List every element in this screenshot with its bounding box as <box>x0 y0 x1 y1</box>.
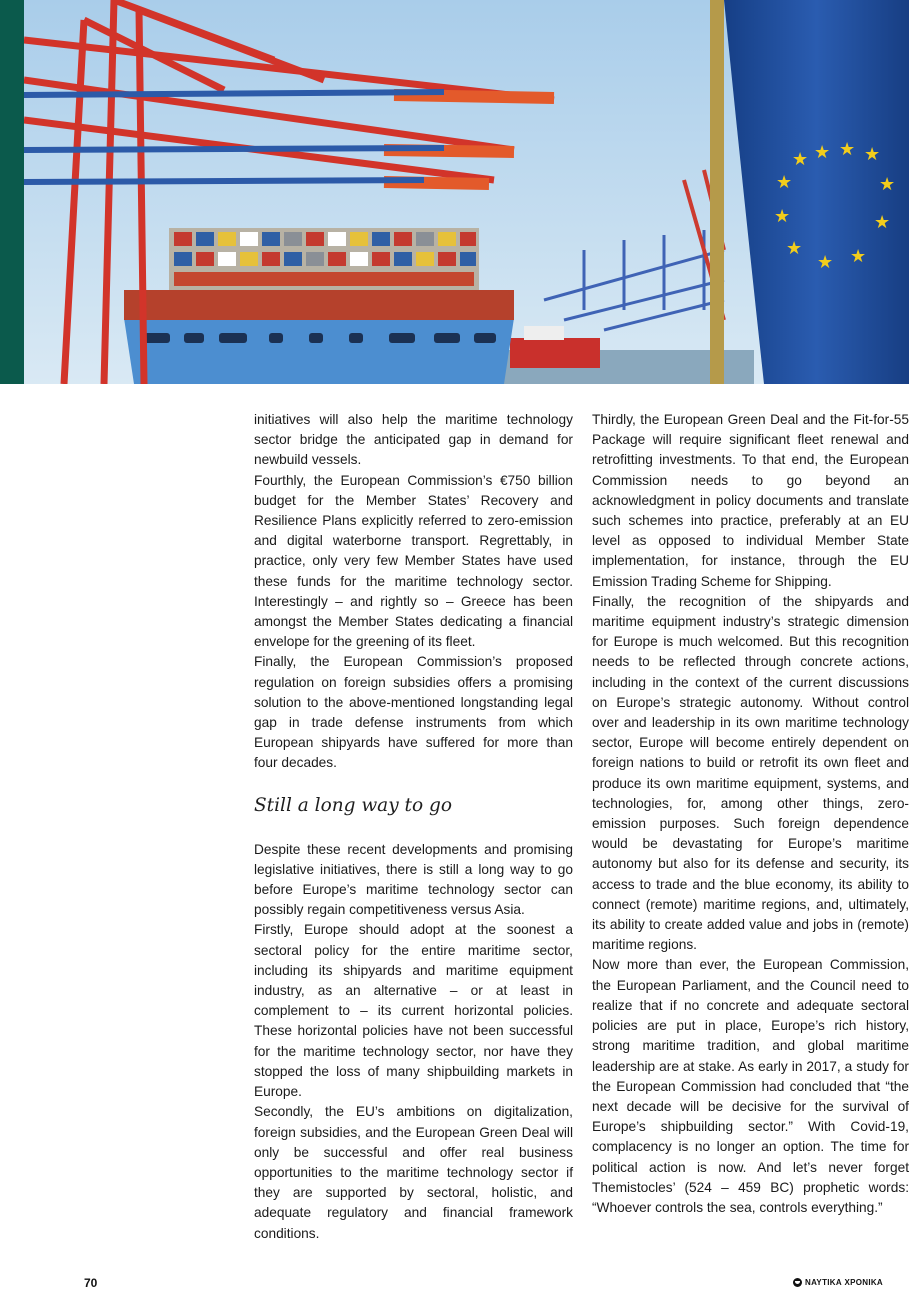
brand-name: ΝΑΥΤΙΚΑ ΧΡΟΝΙΚΑ <box>805 1278 883 1287</box>
containers <box>169 228 479 290</box>
svg-text:★: ★ <box>850 246 867 267</box>
paragraph: Despite these recent developments and promising legislative initiatives, there is still a long way to go before Europe’s maritime technology sector can possibly regain competitiveness versus Asia. <box>254 841 573 918</box>
paragraph: initiatives will also help the maritime technology sector bridge the anticipated gap in demand for newbuild vessels. <box>254 412 573 468</box>
ship-logo-icon <box>793 1278 802 1287</box>
paragraph: Firstly, Europe should adopt at the soonest a sectoral policy for the entire maritime sector, including its shipyards and maritime equipment industry, as an alternative – or at least in complement to – its current horizontal policies. These horizontal policies have not been successful for the maritime technology sector, nor have they stopped the loss of many shipbuilding markets in Europe. <box>254 922 573 1100</box>
left-column <box>254 410 573 1244</box>
svg-text:★: ★ <box>879 174 896 195</box>
section-subheading: Still a long way to go <box>254 794 452 816</box>
paragraph: Fourthly, the European Commission’s €750 billion budget for the Member States’ Recovery and Resilience Plans explicitly referred to zero-emission and digital waterborne transport. Regrettably, in practice, only very few Member States have used these funds for the maritime technology sector. Interestingly – and rightly so – Greece has been amongst the Member States dedicating a financial envelope for the greening of its fleet. <box>254 472 573 650</box>
svg-text:★: ★ <box>817 252 834 273</box>
paragraph: Now more than ever, the European Commission, the European Parliament, and the Council need to realize that if no concrete and adequate sectoral policies are put in place, Europe’s rich history, strong maritime tradition, and global maritime leadership are at stake. As early in 2017, a study for the European Commission had concluded that “the next decade will be decisive for the survival of Europe’s shipbuilding sector.” With Covid-19, complacency is no longer an option. The time for political action is now. And let’s never forget Themistocles’ (524 – 459 BC) prophetic words: “Whoever controls the sea, controls everything.” <box>592 957 909 1215</box>
page-number: 70 <box>84 1276 98 1290</box>
paragraph: Thirdly, the European Green Deal and the Fit-for-55 Package will require significant fleet renewal and retrofitting investments. To that end, the European Commission needs to go beyond an acknowledgment in policy documents and translate such schemes into practice, preferably at an EU level as opposed to individual Member State implementation, for instance, through the EU Emission Trading Scheme for Shipping. <box>592 412 909 589</box>
svg-text:★: ★ <box>874 212 891 233</box>
paragraph: Finally, the European Commission’s proposed regulation on foreign subsidies offers a promising solution to the above-mentioned longstanding legal gap in trade defense instruments from which European shipyards have suffered for more than four decades. <box>254 654 573 771</box>
svg-text:★: ★ <box>839 139 856 160</box>
paragraph: Finally, the recognition of the shipyards and maritime equipment industry’s strategic dimension for Europe is much welcomed. But this recognition needs to be reflected through concrete actions, including in the context of the current discussions on Europe’s strategic autonomy. Without control over and leadership in its own maritime technology sector, Europe will become entirely dependent on foreign nations to build or retrofit its own fleet and produce its own maritime equipment, systems, and technologies, for, among other things, zero-emission purposes. Such foreign dependence would be devastating for Europe’s maritime autonomy but also for its defense and security, its access to trade and the blue economy, its ability to connect (remote) maritime regions, and, ultimately, its ability to create added value and jobs in (remote) maritime regions. <box>592 593 909 953</box>
svg-text:★: ★ <box>774 206 791 227</box>
port-photo <box>24 0 909 384</box>
footer-brand <box>793 1278 883 1287</box>
svg-text:★: ★ <box>814 142 831 163</box>
flag-pole <box>710 0 724 384</box>
tug-boat <box>510 338 600 368</box>
svg-text:★: ★ <box>776 172 793 193</box>
side-color-band <box>0 0 24 384</box>
svg-text:★: ★ <box>864 144 881 165</box>
ship-portholes <box>144 333 496 343</box>
right-column <box>592 410 909 1218</box>
ship-hull <box>124 318 514 384</box>
paragraph: Secondly, the EU’s ambitions on digitalization, foreign subsidies, and the European Green Deal will only be successful and offer real business opportunities to the maritime technology sector if they are supported by sectoral, holistic, and adequate regulatory and financial framework conditions. <box>254 1104 573 1241</box>
svg-text:★: ★ <box>786 238 803 259</box>
svg-text:★: ★ <box>792 149 809 170</box>
